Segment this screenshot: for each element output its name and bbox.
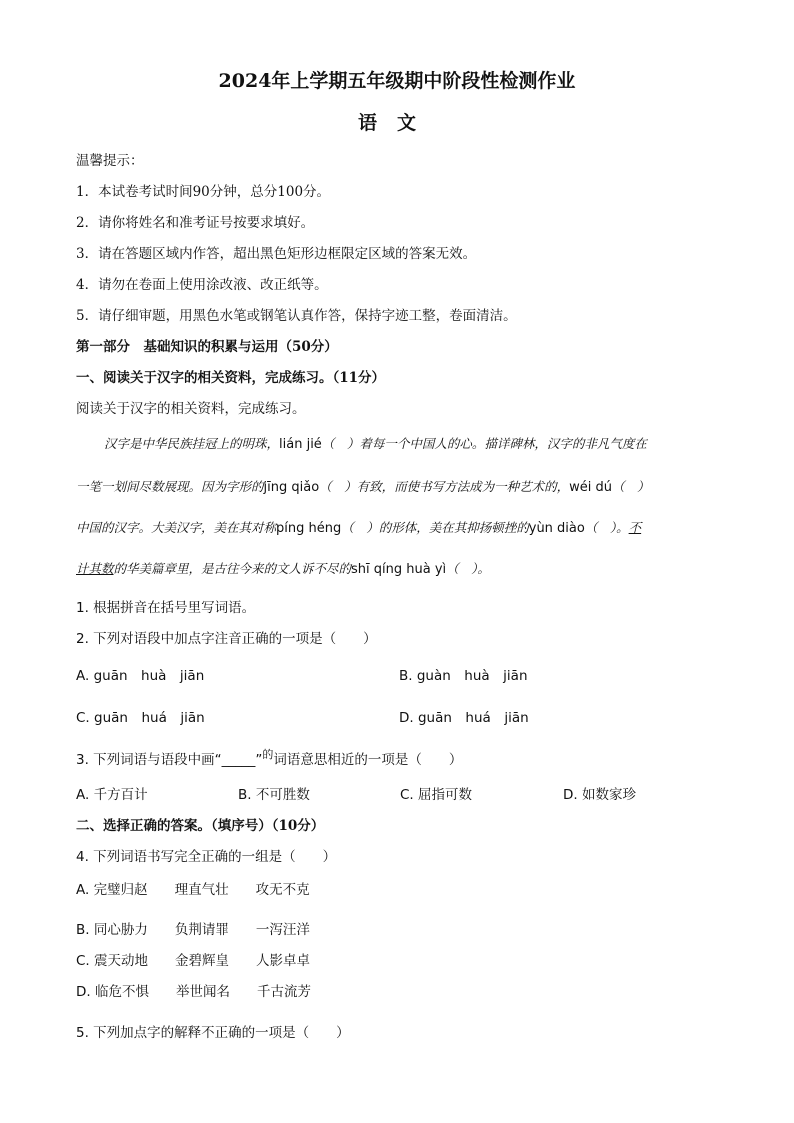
q2-option-a: A. guān huà jiān [76, 668, 205, 684]
q3-option-d: D. 如数家珍 [563, 787, 636, 803]
tips-heading: 温馨提示： [76, 153, 144, 169]
pinyin-prompt: píng héng [276, 521, 342, 536]
exam-subject: 语文 [357, 112, 436, 134]
pinyin-prompt: yùn diào [528, 521, 585, 536]
question-3: 3. 下列词语与语段中画“_____”$^的$词语意思相近的一项是（ ） [76, 748, 463, 768]
pinyin-prompt: wéi dú [569, 480, 613, 495]
passage-line-1: 汉字是中华民族挂冠上的明珠，lián jié（ ）着每一个中国人的心。描详碑林，汉字的非凡气度在 [104, 436, 647, 452]
tip-item: 4．请勿在卷面上使用涂改液、改正纸等。 [76, 277, 328, 293]
question-5: 5. 下列加点字的解释不正确的一项是（ ） [76, 1025, 350, 1041]
pinyin-prompt: shī qíng huà yì [351, 562, 447, 577]
pinyin-prompt: lián jié [279, 437, 322, 452]
underlined-phrase: 不 [628, 520, 642, 535]
tip-item: 1．本试卷考试时间90分钟，总分100分。 [76, 184, 331, 200]
tip-item: 2．请你将姓名和准考证号按要求填好。 [76, 215, 315, 231]
q3-option-c: C. 屈指可数 [400, 787, 473, 803]
q3-option-b: B. 不可胜数 [238, 787, 310, 803]
passage-line-2: 一笔一划间尽数展现。因为字形的jīng qiǎo（ ）有致，而使书写方法成为一种艺术的，wéi dú（ ） [76, 479, 650, 495]
q2-option-c: C. guān huá jiān [76, 710, 205, 726]
question-2: 2. 下列对语段中加点字注音正确的一项是（ ） [76, 631, 377, 647]
passage-line-4: 计其数的华美篇章里，是古往今来的文人诉不尽的shī qíng huà yì（ ）。 [76, 561, 490, 577]
underlined-phrase: 计其数 [76, 561, 114, 576]
section1-heading: 一、阅读关于汉字的相关资料，完成练习。（11分） [76, 370, 386, 386]
tip-item: 5．请仔细审题，用黑色水笔或钢笔认真作答，保持字迹工整，卷面清洁。 [76, 308, 517, 324]
part1-heading: 第一部分 基础知识的积累与运用（50分） [76, 339, 338, 355]
q3-blank: _____ [221, 752, 256, 768]
pinyin-prompt: jīng qiǎo [263, 480, 320, 495]
q4-option-a: A. 完璧归赵 理直气壮 攻无不克 [76, 882, 310, 898]
question-1: 1. 根据拼音在括号里写词语。 [76, 600, 256, 616]
q4-option-d: D. 临危不惧 举世闻名 千古流芳 [76, 984, 311, 1000]
tip-item: 3．请在答题区域内作答，超出黑色矩形边框限定区域的答案无效。 [76, 246, 477, 262]
section1-intro: 阅读关于汉字的相关资料，完成练习。 [76, 401, 306, 417]
q3-option-a: A. 千方百计 [76, 787, 148, 803]
q2-option-b: B. guàn huà jiān [399, 668, 528, 684]
question-4: 4. 下列词语书写完全正确的一组是（ ） [76, 849, 337, 865]
q2-option-d: D. guān huá jiān [399, 710, 529, 726]
q4-option-c: C. 震天动地 金碧辉皇 人影卓卓 [76, 953, 311, 969]
passage-line-3: 中国的汉字。大美汉字，美在其对称píng héng（ ）的形体，美在其抑扬顿挫的yùn diào（ ）。不 [76, 520, 642, 536]
exam-title: 2024年上学期五年级期中阶段性检测作业 [218, 70, 576, 92]
part2-heading: 二、选择正确的答案。（填序号）（10分） [76, 818, 325, 834]
q4-option-b: B. 同心胁力 负荆请罪 一泻汪洋 [76, 922, 310, 938]
